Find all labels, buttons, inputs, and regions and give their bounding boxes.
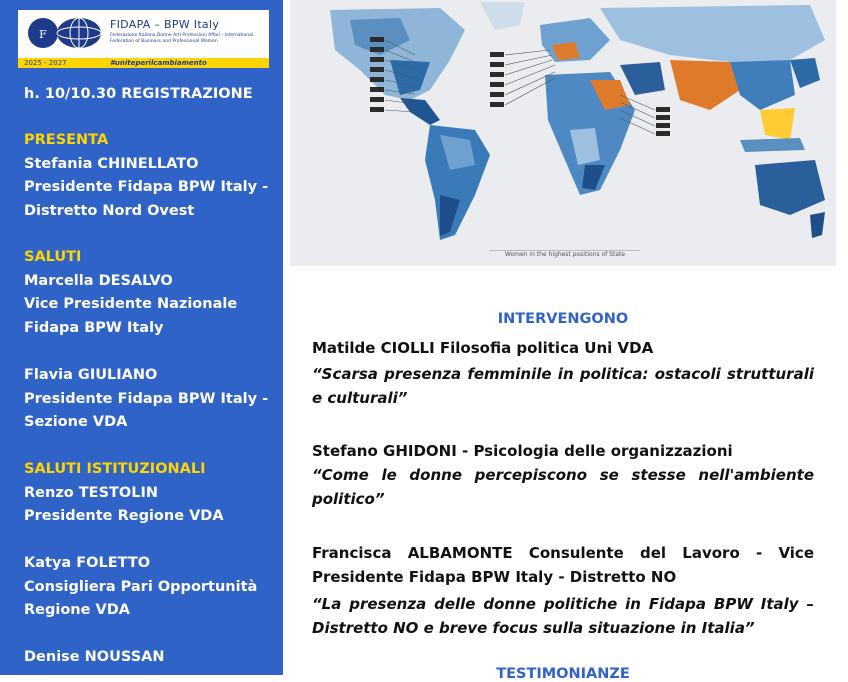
world-map-illustration	[290, 0, 836, 266]
left-panel	[0, 0, 283, 675]
svg-text:F: F	[39, 28, 47, 41]
presenta-role: Presidente Fidapa BPW Italy -	[24, 179, 269, 195]
map-caption: Women in the highest positions of State	[490, 250, 640, 263]
speaker3-name: Francisca ALBAMONTE Consulente del Lavoro - Vice Presidente Fidapa BPW Italy - Distretto NO	[312, 544, 814, 586]
speaker1-quote: “Scarsa presenza femminile in politica: ostacoli strutturali e culturali”	[312, 365, 814, 407]
ist1-name: Renzo TESTOLIN	[24, 484, 158, 501]
speaker3-quote: “La presenza delle donne politiche in Fidapa BPW Italy – Distretto NO e breve focus sulla situazione in Italia”	[312, 595, 814, 637]
world-map-image	[290, 0, 836, 266]
presenta-name: Stefania CHINELLATO	[24, 155, 199, 172]
intervengono-header: INTERVENGONO	[497, 311, 629, 327]
testimonianze-header: TESTIMONIANZE	[496, 666, 630, 682]
fidapa-logo	[18, 10, 269, 68]
saluti1-name: Marcella DESALVO	[24, 272, 173, 289]
saluti2-section: Sezione VDA	[24, 414, 128, 430]
ist3-name: Denise NOUSSAN	[24, 649, 165, 665]
istituzionali-title: SALUTI ISTITUZIONALI	[24, 461, 206, 477]
ist2-role: Consigliera Pari Opportunità	[24, 578, 258, 595]
saluti1-role: Vice Presidente Nazionale	[24, 296, 238, 312]
globe-emblem-icon	[26, 16, 104, 50]
presenta-district: Distretto Nord Ovest	[24, 202, 195, 219]
ist2-name: Katya FOLETTO	[24, 555, 151, 571]
logo-hashtag: #uniteperilcambiamento	[110, 59, 207, 67]
ist2-region: Regione VDA	[24, 602, 130, 618]
logo-brand: FIDAPA – BPW Italy	[110, 18, 220, 31]
presenta-title: PRESENTA	[24, 132, 109, 148]
registration-time: h. 10/10.30 REGISTRAZIONE	[24, 86, 253, 102]
speaker2-quote: “Come le donne percepiscono se stesse nell'ambiente politico”	[312, 466, 814, 508]
saluti2-name: Flavia GIULIANO	[24, 367, 158, 383]
logo-years: 2025 - 2027	[24, 59, 67, 67]
saluti-title: SALUTI	[24, 249, 82, 265]
saluti1-org: Fidapa BPW Italy	[24, 319, 164, 336]
logo-subtitle: Federazione Italiana Donne Arti Professioni Affari · International Federation of Business and Professional Women	[110, 33, 254, 44]
saluti2-role: Presidente Fidapa BPW Italy -	[24, 390, 269, 407]
speaker1-name: Matilde CIOLLI Filosofia politica Uni VDA	[312, 339, 654, 357]
ist1-role: Presidente Regione VDA	[24, 508, 224, 524]
speaker2-name: Stefano GHIDONI - Psicologia delle organizzazioni	[312, 442, 733, 460]
